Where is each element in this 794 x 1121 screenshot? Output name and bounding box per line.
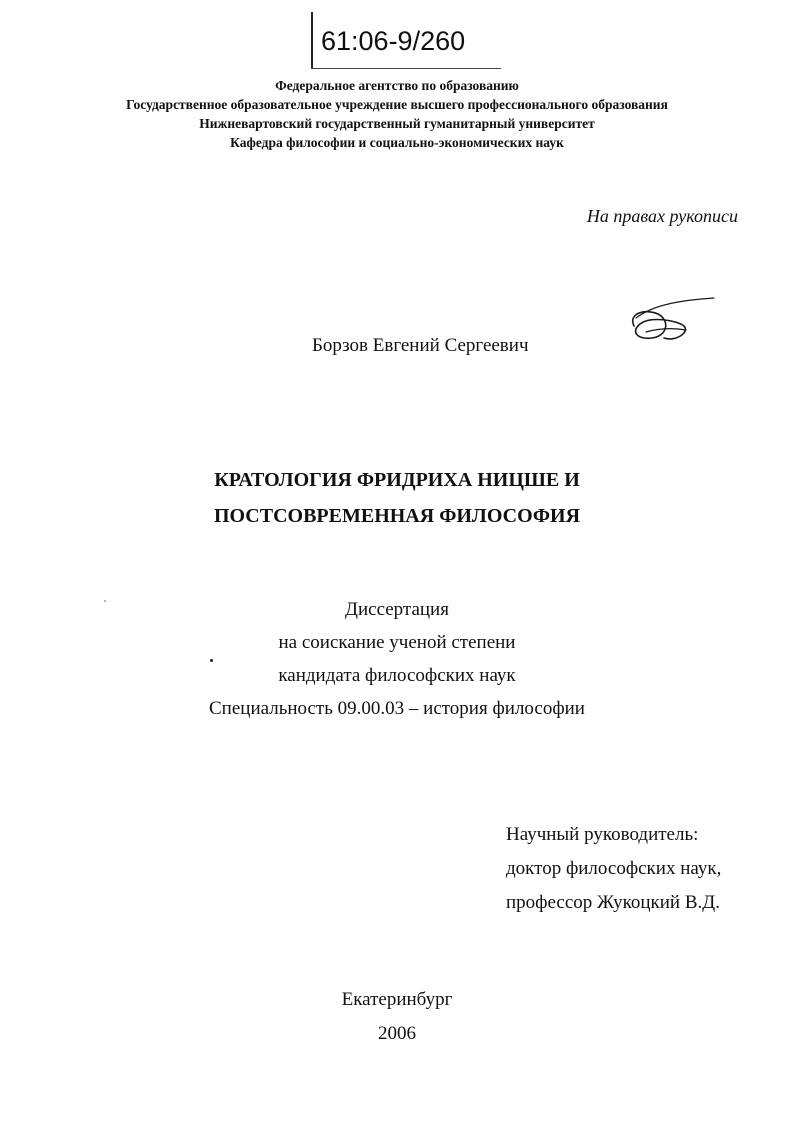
dissertation-title <box>0 462 794 534</box>
city: Екатеринбург <box>341 989 453 1010</box>
stamp-border-bottom <box>311 68 501 69</box>
manuscript-note: На правах рукописи <box>586 206 738 226</box>
title-line-2: ПОСТСОВРЕМЕННАЯ ФИЛОСОФИЯ <box>213 505 581 527</box>
header-institution-type: Государственное образовательное учреждение высшего профессионального образования <box>126 97 668 112</box>
supervisor-label: Научный руководитель: <box>506 824 699 845</box>
degree-info <box>0 593 794 725</box>
supervisor-degree: доктор философских наук, <box>506 858 722 879</box>
scientific-supervisor <box>506 818 721 920</box>
scan-speck <box>104 600 106 602</box>
header-department: Кафедра философии и социально-экономических наук <box>230 135 564 150</box>
stamp-border-left <box>311 12 313 68</box>
header-university: Нижневартовский государственный гуманитарный университет <box>199 116 595 131</box>
library-stamp <box>311 8 501 70</box>
degree-specialty: Специальность 09.00.03 – история философии <box>209 698 585 719</box>
degree-purpose: на соискание ученой степени <box>278 632 516 653</box>
institution-header <box>0 76 794 152</box>
title-line-1: КРАТОЛОГИЯ ФРИДРИХА НИЦШЕ И <box>214 469 580 491</box>
place-and-year <box>0 983 794 1051</box>
stamp-code: 61:06-9/260 <box>321 26 466 56</box>
year: 2006 <box>378 1023 416 1044</box>
header-agency: Федеральное агентство по образованию <box>275 78 519 93</box>
scan-speck <box>210 659 213 662</box>
supervisor-name: профессор Жукоцкий В.Д. <box>506 892 720 913</box>
degree-type: Диссертация <box>345 599 449 620</box>
author-name: Борзов Евгений Сергеевич <box>312 335 529 356</box>
degree-level: кандидата философских наук <box>278 665 516 686</box>
author-signature <box>624 292 720 354</box>
